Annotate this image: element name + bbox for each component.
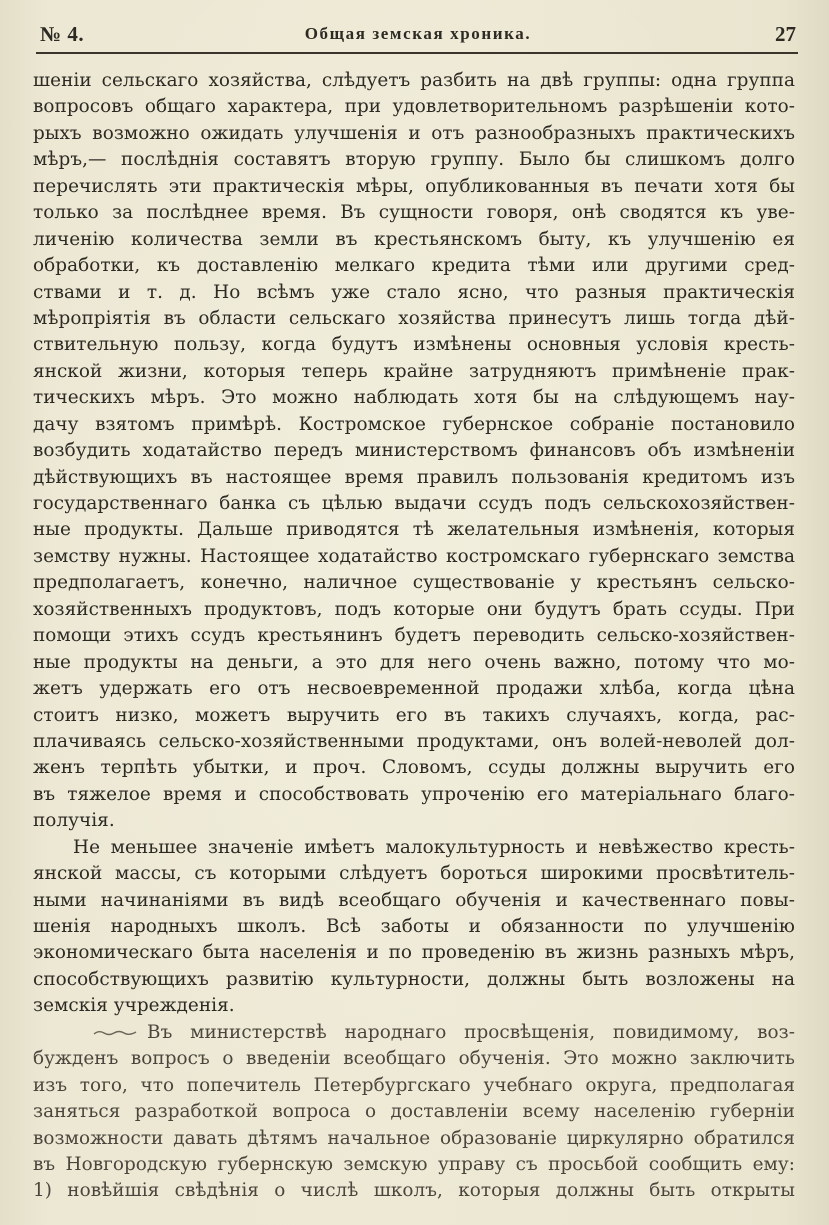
- running-title: Общая земская хроника.: [304, 24, 532, 43]
- text-line: Не меньшее значеніе имѣетъ малокультурность и невѣжество кресть-: [73, 836, 795, 858]
- paragraph-3: [33, 1020, 795, 1205]
- text-line: бужденъ вопросъ о введеніи всеобщаго обученія. Это можно заключить: [33, 1048, 795, 1070]
- text-line: ные продукты на деньги, а это для него очень важно, потому что мо-: [33, 651, 795, 673]
- text-line: янской массы, съ которыми слѣдуетъ бороться широкими просвѣтитель-: [33, 863, 795, 885]
- text-line: женъ терпѣть убытки, и проч. Словомъ, ссуды должны выручить его: [33, 757, 795, 779]
- text-line: возбудить ходатайство передъ министерствомъ финансовъ объ измѣненіи: [33, 440, 795, 462]
- text-line: хозяйственныхъ продуктовъ, подъ которые они будутъ брать ссуды. При: [33, 598, 795, 620]
- text-line: получія.: [33, 810, 115, 832]
- text-line: мѣропріятія въ области сельскаго хозяйства принесутъ лишь тогда дѣй-: [33, 307, 795, 329]
- text-line: мѣръ,— послѣднія составятъ вторую группу. Было бы слишкомъ долго: [33, 149, 795, 171]
- text-line: предполагаетъ, конечно, наличное существованіе у крестьянъ сельско-: [33, 572, 795, 594]
- paragraph-2: [33, 835, 795, 1020]
- text-line: янской жизни, которыя теперь крайне затрудняютъ примѣненіе прак-: [33, 360, 795, 382]
- text-line: перечислять эти практическія мѣры, опубликованныя въ печати хотя бы: [33, 175, 795, 197]
- text-line: жетъ удержать его отъ несвоевременной продажи хлѣба, когда цѣна: [33, 678, 795, 700]
- text-line: ствами и т. д. Но всѣмъ уже стало ясно, что разныя практическія: [33, 281, 795, 303]
- text-line: способствующихъ развитію культурности, должны быть возложены на: [33, 968, 795, 990]
- text-line: помощи этихъ ссудъ крестьянинъ будетъ переводить сельско-хозяйствен-: [33, 625, 795, 647]
- issue-number: № 4.: [40, 22, 85, 46]
- text-line: тическихъ мѣръ. Это можно наблюдать хотя бы на слѣдующемъ нау-: [33, 387, 795, 409]
- text-line: ные продукты. Дальше приводятся тѣ желательныя измѣненія, которыя: [33, 519, 795, 541]
- header-rule: [36, 52, 798, 54]
- text-line: дачу взятомъ примѣрѣ. Костромское губернское собраніе постановило: [33, 413, 795, 435]
- text-line: плачиваясь сельско-хозяйственными продуктами, онъ волей-неволей дол-: [33, 730, 795, 752]
- text-line: рыхъ возможно ожидать улучшенія и отъ разнообразныхъ практическихъ: [33, 122, 795, 144]
- text-line: земскія учрежденія.: [33, 995, 235, 1017]
- running-head: [40, 22, 796, 44]
- text-line: ствительную пользу, когда будутъ измѣнены основныя условія кресть-: [33, 334, 795, 356]
- text-line-content: Въ министерствѣ народнаго просвѣщенія, повидимому, воз-: [147, 1021, 795, 1043]
- text-line: въ Новгородскую губернскую земскую управу съ просьбой сообщить ему:: [33, 1153, 795, 1175]
- text-line: шеніи сельскаго хозяйства, слѣдуетъ разбить на двѣ группы: одна группа: [33, 70, 795, 91]
- text-line: экономическаго быта населенія и по проведенію въ жизнь разныхъ мѣръ,: [33, 942, 795, 964]
- text-line: вопросовъ общаго характера, при удовлетворительномъ разрѣшеніи кото-: [33, 96, 795, 118]
- text-line: возможности давать дѣтямъ начальное образованіе циркулярно обратился: [33, 1127, 795, 1149]
- text-line: обработки, къ доставленію мелкаго кредита тѣми или другими сред-: [33, 255, 795, 277]
- text-line: [33, 1020, 795, 1046]
- text-line: въ тяжелое время и способствовать упроченію его матеріальнаго благо-: [33, 783, 795, 805]
- text-line: личенію количества земли въ крестьянскомъ быту, къ улучшенію ея: [33, 228, 795, 250]
- paragraph-1: [33, 68, 795, 835]
- text-line: земству нужны. Настоящее ходатайство костромскаго губернскаго земства: [33, 545, 795, 567]
- swung-dash-ornament: [93, 1029, 137, 1037]
- text-line: заняться разработкой вопроса о доставленіи всему населенію губерніи: [33, 1101, 795, 1123]
- text-line: только за послѣднее время. Въ сущности говоря, онѣ сводятся къ уве-: [33, 202, 795, 224]
- text-line: изъ того, что попечитель Петербургскаго учебнаго округа, предполагая: [33, 1074, 795, 1096]
- text-line: стоитъ низко, можетъ выручить его въ такихъ случаяхъ, когда, рас-: [33, 704, 795, 726]
- text-line: 1) новѣйшія свѣдѣнія о числѣ школъ, которыя должны быть открыты: [33, 1180, 795, 1202]
- text-line: государственнаго банка съ цѣлью выдачи ссудъ подъ сельскохозяйствен-: [33, 493, 795, 514]
- text-line: шенія народныхъ школъ. Всѣ заботы и обязанности по улучшенію: [33, 916, 795, 937]
- page-number: 27: [775, 22, 796, 46]
- body-text: [33, 68, 795, 1205]
- text-line: ными начинаніями въ видѣ всеобщаго обученія и качественнаго повы-: [33, 889, 795, 911]
- text-line: дѣйствующихъ въ настоящее время правилъ пользованія кредитомъ изъ: [33, 466, 795, 488]
